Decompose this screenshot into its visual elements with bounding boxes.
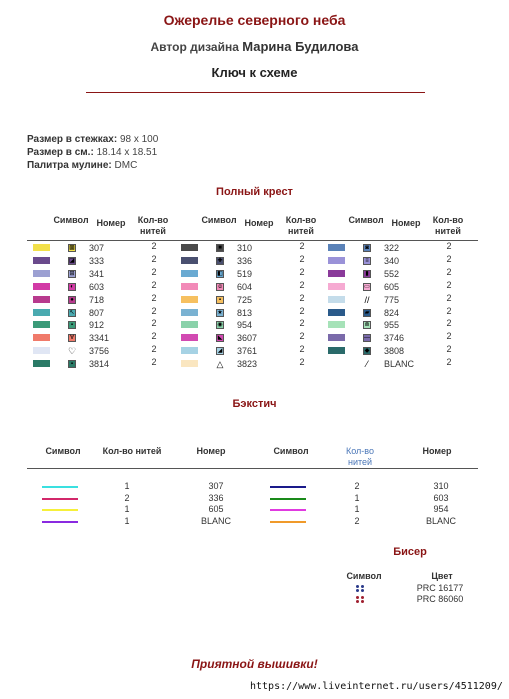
- floss-number: 3761: [237, 346, 258, 357]
- floss-number: 775: [384, 294, 400, 305]
- footer-text: Приятной вышивки!: [191, 657, 318, 671]
- floss-number: 3607: [237, 333, 258, 344]
- fc-header-count-line2: нитей: [288, 226, 314, 236]
- strand-count: 2: [446, 331, 452, 342]
- strand-count: 2: [299, 241, 305, 251]
- backstitch-count: 1: [354, 492, 360, 503]
- floss-number: BLANC: [384, 359, 415, 370]
- floss-number: 310: [237, 243, 253, 253]
- stitch-symbol-icon: ◧: [217, 270, 223, 277]
- strand-count: 2: [446, 292, 452, 303]
- bead-dot: [361, 600, 364, 603]
- palette-label: Палитра мулине:: [27, 160, 112, 171]
- strand-count: 2: [151, 318, 157, 329]
- backstitch-number: BLANC: [200, 515, 231, 526]
- color-swatch: [33, 270, 50, 277]
- floss-number: 341: [89, 268, 105, 279]
- separator-line: [86, 92, 425, 93]
- backstitch-line-icon: [270, 509, 306, 511]
- color-swatch: [328, 334, 345, 341]
- stitch-symbol-icon: ✚: [217, 257, 223, 264]
- floss-number: 3341: [89, 333, 110, 344]
- stitch-symbol-icon: ⋒: [364, 322, 370, 329]
- strand-count: 2: [151, 305, 157, 316]
- strand-count: 2: [299, 279, 305, 290]
- stitch-symbol-icon: ◪: [69, 257, 75, 264]
- stitch-symbol-icon: ▭: [364, 283, 370, 290]
- stitch-symbol-icon: ●: [68, 296, 76, 304]
- strand-count: 2: [299, 305, 305, 316]
- stitch-symbol-icon: ɑ: [216, 283, 224, 291]
- bead-dot: [356, 596, 359, 599]
- strand-count: 2: [151, 253, 157, 264]
- backstitch-line-icon: [42, 509, 78, 511]
- size-stitches: [27, 134, 158, 145]
- color-swatch: [328, 244, 345, 251]
- color-swatch: [328, 321, 345, 328]
- floss-number: 307: [89, 243, 105, 253]
- bead-dot: [361, 596, 364, 599]
- size-stitches-label: Размер в стежках:: [27, 134, 118, 145]
- strand-count: 2: [299, 253, 305, 264]
- floss-number: 3756: [89, 346, 110, 357]
- fc-header-count-line1: Кол-во: [432, 215, 464, 225]
- strand-count: 2: [446, 266, 452, 277]
- stitch-symbol-icon: ↖: [69, 309, 75, 316]
- strand-count: 2: [299, 331, 305, 342]
- backstitch-divider: [27, 468, 478, 469]
- backstitch-number: 605: [208, 504, 224, 514]
- color-swatch: [181, 334, 198, 341]
- backstitch-count: 2: [124, 492, 130, 503]
- floss-number: 603: [89, 281, 105, 292]
- backstitch-number: 603: [433, 492, 449, 503]
- floss-number: 824: [384, 307, 400, 318]
- stitch-symbol-icon: ◐: [68, 283, 76, 291]
- stitch-symbol-icon: ∀: [69, 335, 75, 342]
- stitch-symbol-icon: △: [216, 359, 224, 370]
- fc-header-count: [430, 215, 466, 237]
- author-line: [0, 39, 509, 54]
- strand-count: 2: [151, 241, 157, 251]
- size-cm-value: 18.14 x 18.51: [96, 147, 158, 158]
- fc-header-count: [283, 215, 319, 237]
- floss-number: 3808: [384, 346, 405, 357]
- floss-number: 322: [384, 243, 400, 253]
- full-cross-divider: [27, 240, 478, 241]
- stitch-symbol-icon: ◣: [217, 335, 223, 342]
- fc-header-count-line1: Кол-во: [137, 215, 169, 225]
- palette: [27, 160, 137, 171]
- strand-count: 2: [446, 241, 452, 251]
- stitch-symbol-icon: ◉: [217, 322, 223, 329]
- stitch-symbol-icon: ◆: [364, 348, 370, 355]
- color-swatch: [181, 321, 198, 328]
- stitch-symbol-icon: ◙: [363, 244, 371, 252]
- page-title: Ожерелье северного неба: [163, 12, 346, 28]
- backstitch-line-icon: [270, 486, 306, 488]
- author-label: Автор дизайна: [150, 40, 239, 54]
- strand-count: 2: [446, 318, 452, 329]
- bead-dot: [361, 589, 364, 592]
- fc-header-symbol: Символ: [348, 215, 384, 225]
- full-cross-title: Полный крест: [216, 186, 293, 198]
- stitch-symbol-icon: ⁄: [363, 360, 371, 368]
- bs-header-number: Номер: [196, 446, 226, 456]
- bead-color-name: PRC 16177: [416, 583, 464, 593]
- floss-number: 718: [89, 294, 105, 305]
- size-stitches-value: 98 x 100: [119, 134, 159, 145]
- strand-count: 2: [299, 318, 305, 329]
- backstitch-line-icon: [270, 498, 306, 500]
- fc-header-count: [135, 215, 171, 237]
- size-cm: [27, 147, 157, 158]
- floss-number: 333: [89, 255, 105, 266]
- fc-header-symbol: Символ: [201, 215, 237, 225]
- backstitch-number: 307: [208, 481, 224, 491]
- fc-header-count-line1: Кол-во: [285, 215, 317, 225]
- color-swatch: [181, 257, 198, 264]
- bead-icon: [356, 585, 364, 591]
- color-swatch: [33, 347, 50, 354]
- fc-header-number: Номер: [244, 218, 274, 228]
- color-swatch: [328, 283, 345, 290]
- color-swatch: [33, 283, 50, 290]
- color-swatch: [181, 360, 198, 367]
- fc-header-number: Номер: [391, 218, 421, 228]
- floss-number: 3746: [384, 333, 405, 344]
- backstitch-count: 2: [354, 481, 360, 491]
- key-title: Ключ к схеме: [211, 65, 298, 80]
- floss-number: 912: [89, 320, 105, 331]
- color-swatch: [181, 270, 198, 277]
- size-cm-label: Размер в см.:: [27, 147, 94, 158]
- strand-count: 2: [151, 357, 157, 368]
- bs-header-count-2: [338, 446, 382, 468]
- floss-number: 336: [237, 255, 253, 266]
- beads-header-symbol: Символ: [346, 571, 382, 581]
- floss-number: 340: [384, 255, 400, 266]
- floss-number: 725: [237, 294, 253, 305]
- backstitch-count: 1: [124, 515, 130, 526]
- floss-number: 552: [384, 268, 400, 279]
- backstitch-number: BLANC: [425, 515, 456, 526]
- bs-header-symbol-2: Символ: [273, 446, 309, 456]
- color-swatch: [33, 257, 50, 264]
- stitch-symbol-icon: —: [364, 335, 370, 342]
- backstitch-line-icon: [42, 521, 78, 523]
- beads-title: Бисер: [393, 546, 427, 558]
- backstitch-line-icon: [42, 486, 78, 488]
- backstitch-line-icon: [270, 521, 306, 523]
- bead-icon: [356, 596, 364, 602]
- stitch-symbol-icon: //: [364, 294, 370, 305]
- fc-header-count-line2: нитей: [140, 226, 166, 236]
- strand-count: 2: [151, 344, 157, 355]
- strand-count: 2: [299, 344, 305, 355]
- fc-header-number: Номер: [96, 218, 126, 228]
- stitch-symbol-icon: ▰: [364, 309, 370, 316]
- bs-header-number-2: Номер: [422, 446, 452, 456]
- strand-count: 2: [446, 253, 452, 264]
- backstitch-number: 954: [433, 504, 449, 514]
- strand-count: 2: [446, 279, 452, 290]
- stitch-symbol-icon: ≡: [363, 257, 371, 265]
- author-name: Марина Будилова: [242, 39, 359, 54]
- strand-count: 2: [151, 292, 157, 303]
- color-swatch: [328, 270, 345, 277]
- bead-dot: [361, 585, 364, 588]
- strand-count: 2: [299, 292, 305, 303]
- stitch-symbol-icon: ★: [217, 309, 223, 316]
- strand-count: 2: [446, 344, 452, 355]
- bead-dot: [356, 600, 359, 603]
- bs-header-symbol: Символ: [45, 446, 81, 456]
- stitch-symbol-icon: ▪: [68, 321, 76, 329]
- bead-color-name: PRC 86060: [416, 594, 464, 604]
- color-swatch: [181, 347, 198, 354]
- color-swatch: [328, 347, 345, 354]
- color-swatch: [33, 296, 50, 303]
- fc-header-symbol: Символ: [53, 215, 89, 225]
- color-swatch: [181, 244, 198, 251]
- floss-number: 3823: [237, 359, 258, 370]
- floss-number: 807: [89, 307, 105, 318]
- backstitch-number: 310: [433, 481, 449, 491]
- stitch-symbol-icon: ▪: [68, 360, 76, 368]
- fc-header-count-line2: нитей: [435, 226, 461, 236]
- floss-number: 604: [237, 281, 253, 292]
- backstitch-title: Бэкстич: [232, 398, 277, 410]
- backstitch-line-icon: [42, 498, 78, 500]
- strand-count: 2: [151, 266, 157, 277]
- color-swatch: [33, 360, 50, 367]
- color-swatch: [33, 334, 50, 341]
- color-swatch: [328, 360, 345, 367]
- color-swatch: [181, 296, 198, 303]
- color-swatch: [33, 244, 50, 251]
- color-swatch: [328, 296, 345, 303]
- strand-count: 2: [151, 331, 157, 342]
- color-swatch: [33, 321, 50, 328]
- palette-value: DMC: [114, 160, 138, 171]
- backstitch-count: 1: [124, 504, 130, 514]
- color-swatch: [328, 257, 345, 264]
- stitch-symbol-icon: ⊞: [69, 270, 75, 277]
- backstitch-count: 1: [354, 504, 360, 514]
- backstitch-count: 2: [354, 515, 360, 526]
- stitch-symbol-icon: ▩: [69, 245, 75, 251]
- floss-number: 3814: [89, 359, 110, 370]
- beads-header-color: Цвет: [431, 571, 453, 581]
- color-swatch: [181, 283, 198, 290]
- bs-header-count-2-line2: нитей: [347, 457, 373, 467]
- source-url[interactable]: https://www.liveinternet.ru/users/4511209/: [250, 681, 503, 692]
- strand-count: 2: [151, 279, 157, 290]
- floss-number: 519: [237, 268, 253, 279]
- strand-count: 2: [299, 266, 305, 277]
- stitch-symbol-icon: ▮: [363, 270, 371, 278]
- floss-number: 605: [384, 281, 400, 292]
- bead-dot: [356, 585, 359, 588]
- color-swatch: [33, 309, 50, 316]
- color-swatch: [181, 309, 198, 316]
- color-swatch: [328, 309, 345, 316]
- floss-number: 813: [237, 307, 253, 318]
- stitch-symbol-icon: ♡: [68, 346, 77, 357]
- strand-count: 2: [446, 305, 452, 316]
- backstitch-number: 336: [208, 492, 224, 503]
- stitch-symbol-icon: ▪: [216, 296, 224, 304]
- strand-count: 2: [446, 357, 452, 368]
- strand-count: 2: [299, 357, 305, 368]
- bs-header-count-2-line1: Кол-во: [346, 446, 374, 456]
- stitch-symbol-icon: ■: [216, 244, 224, 252]
- bs-header-count: Кол-во нитей: [102, 446, 162, 456]
- stitch-symbol-icon: ◢: [217, 348, 223, 355]
- backstitch-count: 1: [124, 481, 130, 491]
- floss-number: 954: [237, 320, 253, 331]
- floss-number: 955: [384, 320, 400, 331]
- bead-dot: [356, 589, 359, 592]
